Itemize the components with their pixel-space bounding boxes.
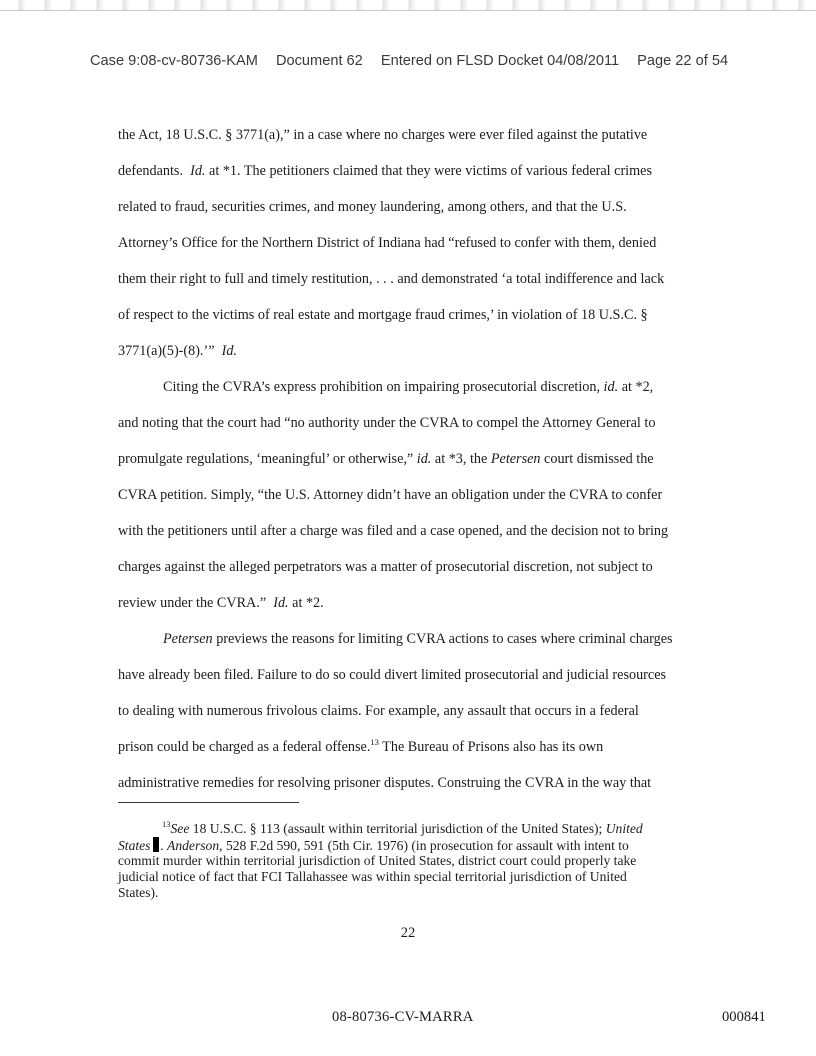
case-number: Case 9:08-cv-80736-KAM [90, 53, 258, 69]
citation-id: id. [603, 379, 619, 395]
footnote-marker: 13 [162, 819, 171, 829]
body-line: CVRA petition. Simply, “the U.S. Attorney didn’t have an obligation under the CVRA to confer [118, 487, 663, 503]
body-line: administrative remedies for resolving prisoner disputes. Construing the CVRA in the way that [118, 775, 652, 791]
body-line: prison could be charged as a federal offense.$^{13}$ The Bureau of Prisons also has its own [118, 737, 604, 755]
body-line: Petersen previews the reasons for limiting CVRA actions to cases where criminal charges [163, 631, 673, 647]
footnote-reference: 13 [370, 737, 379, 747]
body-line: related to fraud, securities crimes, and money laundering, among others, and that the U.S. [118, 199, 627, 215]
body-line: of respect to the victims of real estate and mortgage fraud crimes,’ in violation of 18 U.S.C. § [118, 307, 648, 323]
body-line: charges against the alleged perpetrators was a matter of prosecutorial discretion, not subject to [118, 559, 653, 575]
body-line: review under the CVRA.” Id. at *2. [118, 595, 324, 611]
bates-number: 000841 [722, 1009, 766, 1025]
court-filing-header [90, 53, 750, 69]
footer-case-reference: 08-80736-CV-MARRA [332, 1009, 474, 1025]
scan-artifact-border [0, 0, 816, 11]
footnote-line: States . Anderson, 528 F.2d 590, 591 (5th Cir. 1976) (in prosecution for assault with intent to [118, 838, 629, 853]
body-line: promulgate regulations, ‘meaningful’ or otherwise,” id. at *3, the Petersen court dismissed the [118, 451, 654, 467]
page-count: Page 22 of 54 [637, 53, 729, 69]
body-line: with the petitioners until after a charge was filed and a case opened, and the decision not to bring [118, 523, 669, 539]
body-line: defendants. Id. at *1. The petitioners claimed that they were victims of various federal crimes [118, 163, 652, 179]
body-line: Citing the CVRA’s express prohibition on impairing prosecutorial discretion, id. at *2, [163, 379, 654, 395]
footnote-line: commit murder within territorial jurisdiction of United States, district court could properly take [118, 853, 637, 868]
footnote-separator [118, 802, 299, 803]
citation-id: Id. [221, 343, 237, 359]
body-line: to dealing with numerous frivolous claims. For example, any assault that occurs in a federal [118, 703, 639, 719]
document-number: Document 62 [275, 53, 363, 69]
body-line: 3771(a)(5)-(8).’” Id. [118, 343, 237, 359]
page-number: 22 [400, 925, 416, 941]
footnote-line: States). [118, 885, 159, 900]
case-name: Petersen [490, 451, 541, 467]
case-name: Petersen [163, 631, 213, 647]
footnote-line: judicial notice of fact that FCI Tallahassee was within special territorial jurisdiction of United [118, 869, 627, 884]
citation-id: id. [416, 451, 432, 467]
body-line: and noting that the court had “no authority under the CVRA to compel the Attorney General to [118, 415, 656, 431]
redaction-mark [153, 837, 159, 852]
body-line: Attorney’s Office for the Northern District of Indiana had “refused to confer with them, denied [118, 235, 657, 251]
docket-entry: Entered on FLSD Docket 04/08/2011 [380, 53, 620, 69]
body-line: the Act, 18 U.S.C. § 3771(a),” in a case where no charges were ever filed against the putative [118, 127, 648, 143]
body-line: them their right to full and timely restitution, . . . and demonstrated ‘a total indifference and lack [118, 271, 665, 287]
citation-id: Id. [273, 595, 289, 611]
footnote-line: $^{13}$See 18 U.S.C. § 113 (assault within territorial jurisdiction of the United States); United [162, 819, 643, 836]
citation-id: Id. [190, 163, 206, 179]
body-line: have already been filed. Failure to do so could divert limited prosecutorial and judicial resources [118, 667, 667, 683]
